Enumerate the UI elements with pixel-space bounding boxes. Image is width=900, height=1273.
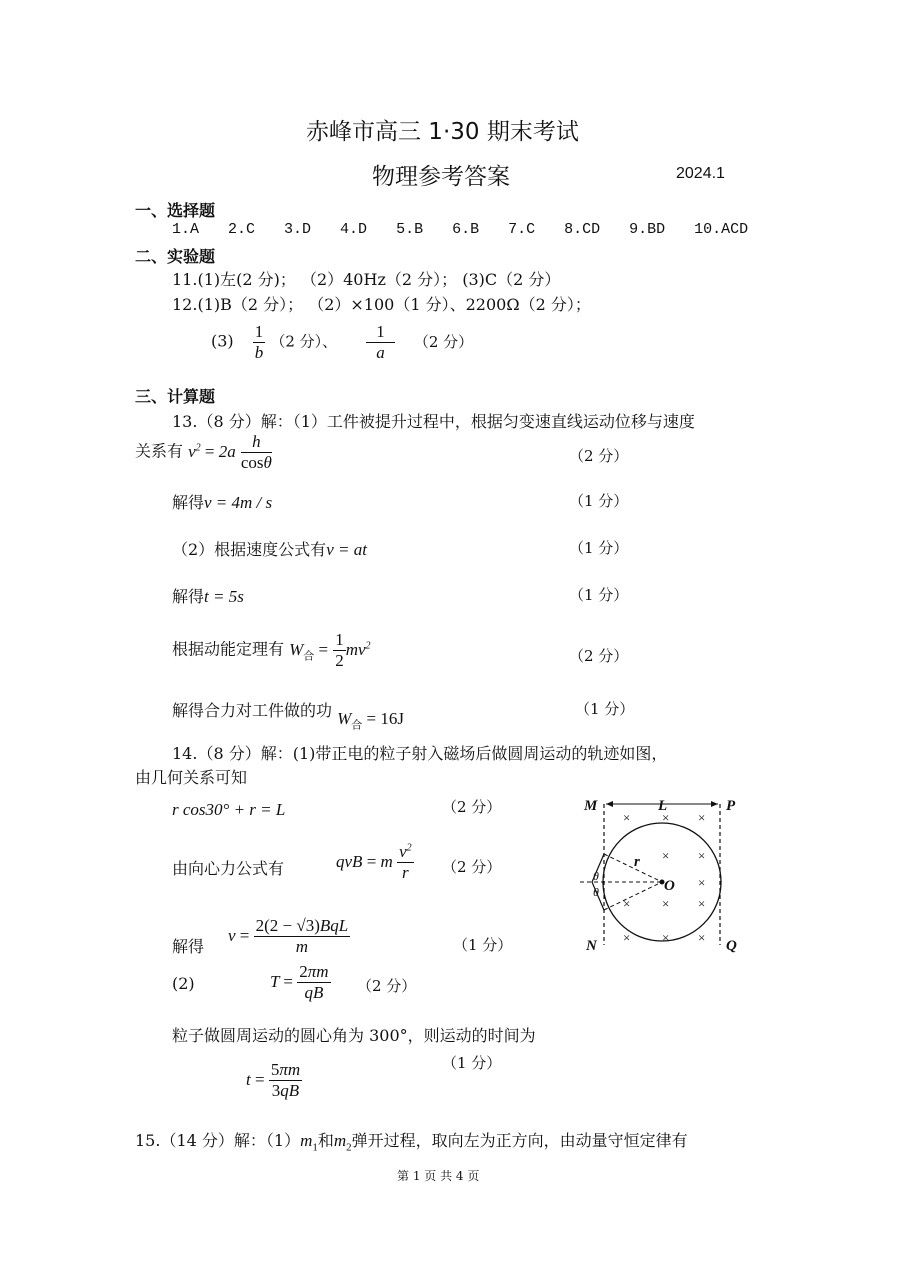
svg-text:×: × (662, 896, 670, 911)
q13-solve-v (172, 490, 272, 513)
q13-kinetic-energy: 根据动能定理有 $W_合$ = $\frac{1}{2}$ $mv^2$ (172, 630, 371, 670)
q13-pts-4: （1 分） (569, 586, 629, 604)
svg-text:×: × (698, 848, 706, 863)
label-q: Q (726, 938, 737, 954)
kinetic-label: 根据动能定理有 (172, 639, 285, 659)
formula-work: $W_合$ = (289, 639, 329, 662)
q13-solve-t (172, 584, 244, 607)
q13-pts-1: （2 分） (569, 447, 629, 465)
section-heading-experiment: 二、实验题 (135, 247, 216, 266)
svg-text:×: × (698, 875, 706, 890)
svg-text:×: × (623, 896, 631, 911)
fraction-period: $\frac{2\pi m}{qB}$ (299, 962, 329, 1002)
q13-pts-6: （1 分） (575, 700, 635, 718)
work-label: 解得合力对工件做的功 (172, 701, 333, 720)
fraction-denominator: a (376, 342, 385, 362)
q12-part3 (211, 322, 473, 362)
svg-text:×: × (698, 810, 706, 825)
fraction-denominator: b (254, 342, 264, 362)
q14-pts-5: （1 分） (442, 1054, 502, 1072)
q13-pts-2: （1 分） (569, 492, 629, 510)
formula-time: t = $\frac{5\pi m}{3qB}$ (246, 1060, 301, 1100)
formula-work-value: $W_合 = 16J$ (337, 709, 404, 732)
q15-suffix: 弹开过程，取向左为正方向，由动量守恒定律有 (351, 1131, 688, 1150)
choice-answers (172, 221, 777, 238)
label-theta-lower: θ (593, 885, 599, 899)
svg-text:×: × (698, 896, 706, 911)
q14-pts-3: （1 分） (453, 936, 513, 954)
formula-period: T = $\frac{2\pi m}{qB}$ (270, 962, 329, 1002)
exam-date: 2024.1 (676, 165, 725, 182)
formula-v-value: v = 4m / s (204, 493, 273, 512)
q14-pts-1: （2 分） (442, 798, 502, 816)
label-n: N (586, 938, 597, 954)
fraction-1-over-b (253, 322, 266, 362)
fraction-1-over-a (366, 322, 395, 362)
fraction-h-over-cos-theta: $\frac{h}{\cos\theta}$ (240, 432, 272, 472)
label-l: L (658, 798, 668, 814)
svg-text:×: × (623, 810, 631, 825)
arrow-left-head (606, 801, 613, 807)
q12-part3-label: (3) (211, 331, 234, 351)
arrow-right-head (711, 801, 718, 807)
choice-answer-item: 9.BD (629, 221, 666, 238)
fraction-v2-over-r: $\frac{v^2}{r}$ (399, 842, 412, 882)
q14-centripetal-label: 由向心力公式有 (172, 859, 285, 878)
q14-solve-label: 解得 (172, 937, 205, 956)
section-heading-calculation: 三、计算题 (135, 387, 216, 406)
formula-t-value: t = 5s (204, 587, 244, 606)
choice-answer-item: 2.C (228, 221, 256, 238)
choice-answer-item: 4.D (340, 221, 368, 238)
q12-answer: 12.(1)B（2 分）； （2）×100（1 分）、2200Ω（2 分）； (172, 295, 591, 314)
fraction-time: $\frac{5\pi m}{3qB}$ (270, 1060, 301, 1100)
label-p: P (726, 798, 736, 814)
q14-pts-2: （2 分） (442, 858, 502, 876)
q15-and: 和 (317, 1131, 334, 1150)
solve-label: 解得 (172, 493, 205, 512)
q13-pts-5: （2 分） (569, 647, 629, 665)
svg-text:×: × (662, 848, 670, 863)
label-theta-upper: θ (593, 869, 599, 883)
q13-pts-3: （1 分） (569, 539, 629, 557)
formula-v2-2a-h-over-cos: $v^2 = 2a$ (188, 441, 236, 461)
page-footer: 第 1 页 共 4 页 (397, 1169, 480, 1183)
q13-eq-prefix: 关系有 (135, 441, 184, 461)
q14-part2-label: (2) (172, 974, 195, 993)
q14-intro2: 由几何关系可知 (135, 768, 248, 787)
q14-intro: 14.（8 分）解：(1)带正电的粒子射入磁场后做圆周运动的轨迹如图， (172, 744, 668, 763)
svg-text:×: × (662, 810, 670, 825)
points-label: （2 分）、 (270, 332, 338, 351)
dashed-radius-lower (604, 882, 662, 910)
section-heading-choice: 一、选择题 (135, 201, 216, 220)
svg-text:×: × (623, 930, 631, 945)
page-title: 赤峰市高三 1·30 期末考试 (306, 119, 579, 145)
q14-eq-geometry: r cos30° + r = L (172, 800, 286, 819)
q11-answer: 11.(1)左(2 分)； （2）40Hz（2 分）； (3)C（2 分） (172, 270, 561, 289)
choice-answer-item: 10.ACD (694, 221, 749, 238)
q14-angle-line: 粒子做圆周运动的圆心角为 300°，则运动的时间为 (172, 1026, 536, 1045)
choice-answer-item: 1.A (172, 221, 200, 238)
q13-eq-v2 (135, 432, 272, 472)
magnetic-field-diagram (578, 790, 748, 960)
solve-label: 解得 (172, 587, 205, 606)
formula-v-result: v = $\frac{\text{2(2 − √3)BqL}}{m}$ (228, 916, 349, 956)
choice-answer-item: 5.B (396, 221, 424, 238)
fraction-numerator: 1 (366, 322, 395, 343)
svg-text:×: × (698, 930, 706, 945)
label-r: r (634, 854, 640, 870)
q15-prefix: 15.（14 分）解：（1） (135, 1131, 301, 1150)
q14-pts-4: （2 分） (357, 977, 417, 995)
part2-label: （2）根据速度公式有 (172, 540, 327, 559)
q15-intro: 15.（14 分）解：$(1)m_1$和$m_2$弹开过程，取向左为正方向，由动量守恒定律有 (135, 1131, 688, 1154)
fraction-v-result: $\frac{\text{2(2 − √3)BqL}}{m}$ (255, 916, 349, 956)
choice-answer-item: 7.C (508, 221, 536, 238)
fraction-numerator: 1 (254, 322, 264, 341)
points-label: （2 分） (413, 332, 474, 351)
choice-answer-item: 8.CD (564, 221, 601, 238)
page-subtitle: 物理参考答案 (372, 164, 510, 190)
choice-answer-item: 6.B (452, 221, 480, 238)
formula-v-at: v = at (326, 540, 367, 559)
q13-part2 (172, 537, 367, 560)
q13-intro: 13.（8 分）解：（1）工件被提升过程中，根据匀变速直线运动位移与速度 (172, 412, 695, 431)
choice-answer-item: 3.D (284, 221, 312, 238)
svg-text:×: × (662, 930, 670, 945)
label-m: M (584, 798, 598, 814)
label-o: O (664, 878, 675, 894)
q13-work-result (172, 698, 404, 732)
fraction-one-half: $\frac{1}{2}$ (335, 630, 344, 670)
dashed-radius-upper (604, 854, 662, 882)
formula-qvB: qvB = m $\frac{v^2}{r}$ (336, 842, 412, 882)
